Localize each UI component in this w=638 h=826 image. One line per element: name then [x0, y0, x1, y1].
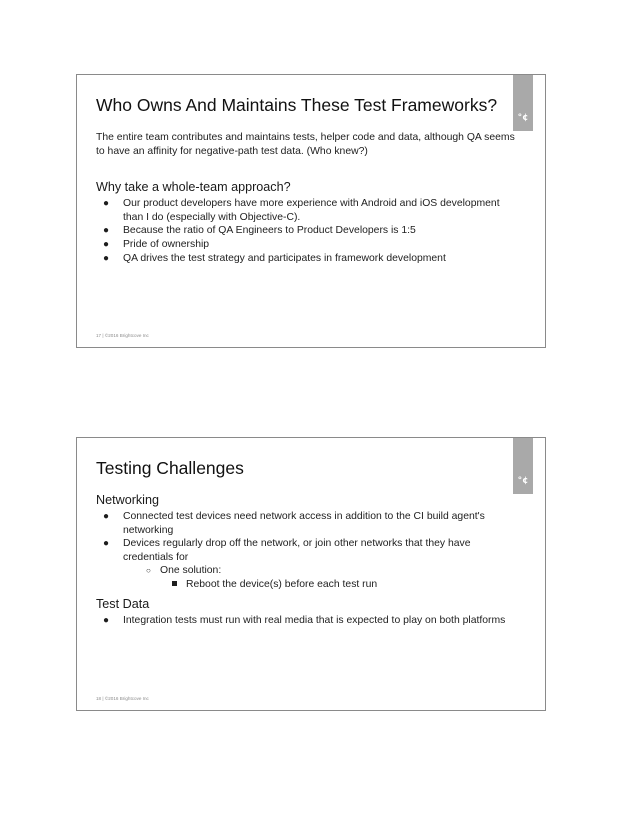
- list-item: [96, 614, 516, 628]
- slide-footer: 18 | ©2016 Brightcove Inc: [96, 696, 149, 701]
- bullet-icon: ●: [103, 511, 110, 522]
- brand-logo-tab: [513, 75, 533, 131]
- bullet-icon: ●: [103, 538, 110, 550]
- list-item-text: Because the ratio of QA Engineers to Product Developers is 1:5: [123, 225, 416, 237]
- section-heading-test-data: Test Data: [96, 596, 150, 611]
- hollow-bullet-icon: ○: [146, 566, 151, 576]
- bullet-icon: ●: [103, 252, 110, 264]
- list-item-text: QA drives the test strategy and participates in framework development: [123, 252, 446, 264]
- sub-list-item: [146, 564, 516, 591]
- list-item-text: Integration tests must run with real media that is expected to play on both platforms: [123, 614, 506, 626]
- square-bullet-icon: [172, 581, 177, 586]
- sub-sub-list-item-text: Reboot the device(s) before each test run: [186, 578, 378, 590]
- slide-title: Testing Challenges: [96, 458, 244, 478]
- bullet-list: [96, 614, 516, 628]
- bullet-icon: ●: [103, 238, 110, 250]
- list-item-text: Pride of ownership: [123, 238, 210, 250]
- bullet-list: [96, 197, 516, 265]
- list-item: [96, 197, 516, 224]
- list-item: [96, 510, 516, 537]
- list-item: [96, 224, 516, 238]
- slide-body: [96, 131, 516, 265]
- brand-logo-tab: [513, 438, 533, 494]
- list-item: [96, 252, 516, 266]
- sub-sub-bullet-list: [160, 578, 516, 592]
- bullet-icon: ●: [103, 614, 110, 626]
- sub-list-item-text: One solution:: [160, 565, 222, 577]
- intro-paragraph: The entire team contributes and maintains tests, helper code and data, although QA seems to have an affinity for negative-path test data. (Who knew?): [96, 132, 515, 157]
- brand-logo-icon: °¢: [517, 113, 529, 123]
- section-subheading: Why take a whole-team approach?: [96, 180, 291, 195]
- slide-footer: 17 | ©2016 Brightcove Inc: [96, 333, 149, 338]
- list-item: [96, 238, 516, 252]
- list-item-text: Devices regularly drop off the network, or join other networks that they have credentials for: [123, 538, 471, 563]
- bullet-list: [96, 510, 516, 592]
- list-item-text: Our product developers have more experience with Android and iOS development than I do (especially with Objective-C).: [123, 198, 500, 223]
- bullet-icon: ●: [103, 225, 110, 237]
- section-heading-networking: Networking: [96, 493, 159, 507]
- slide-title: Who Owns And Maintains These Test Frameworks?: [96, 95, 498, 115]
- brand-logo-icon: °¢: [517, 476, 529, 486]
- slide-18: [76, 437, 546, 711]
- slide-body: [96, 492, 516, 627]
- sub-sub-list-item: [172, 578, 516, 592]
- slide-17: [76, 74, 546, 348]
- sub-bullet-list: [123, 564, 516, 591]
- list-item-text: Connected test devices need network access in addition to the CI build agent's networking: [123, 511, 485, 536]
- bullet-icon: ●: [103, 198, 110, 210]
- list-item: [96, 537, 516, 591]
